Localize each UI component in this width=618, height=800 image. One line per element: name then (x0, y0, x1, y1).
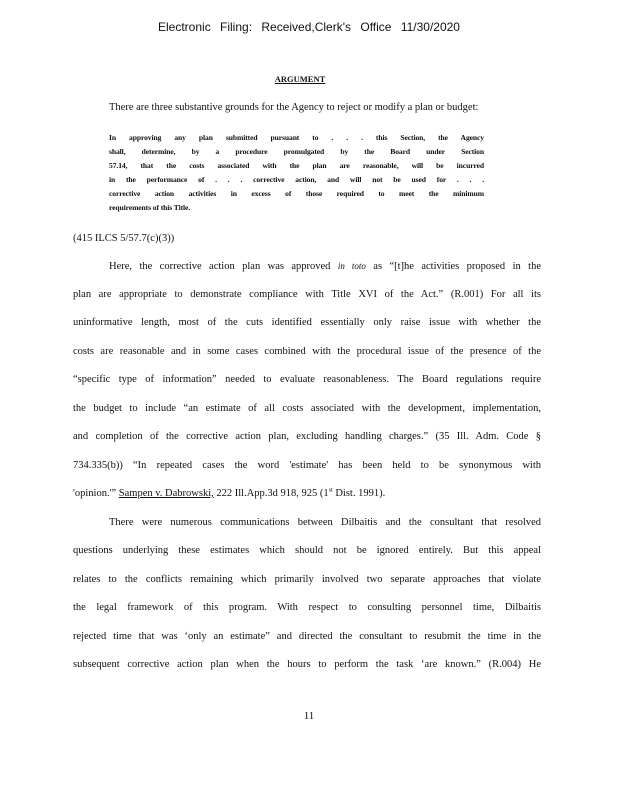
page-number: 11 (303, 710, 315, 722)
body-line: the legal framework of this program. With respect to consulting personnel time, Dilbaitis (73, 602, 541, 613)
body-line: 734.335(b)) “In repeated cases the word 'estimate' has been held to be synonymous with (73, 460, 541, 471)
block-quote-line: corrective action activities in excess of those required to meet the minimum (109, 189, 484, 198)
body-line (73, 487, 541, 501)
case-citation: Sampen v. Dabrowski, (118, 488, 214, 499)
body-line (109, 259, 541, 274)
body-line: “specific type of information” needed to evaluate reasonableness. The Board regulations require (73, 374, 541, 385)
block-quote-line: 57.14, that the costs associated with the plan are reasonable, will be incurred (109, 161, 484, 170)
body-line: and completion of the corrective action plan, excluding handling charges.” (35 Ill. Adm. Code § (73, 431, 541, 442)
body-text: as “[t]he activities proposed in the (365, 261, 541, 272)
statute-citation: (415 ILCS 5/57.7(c)(3)) (73, 233, 175, 244)
body-text: 'opinion.'” (73, 488, 119, 499)
section-heading (0, 74, 618, 84)
body-line: rejected time that was ‘only an estimate” and directed the consultant to resubmit the time in the (73, 631, 541, 642)
body-line: subsequent corrective action plan when the hours to perform the task ‘are known.” (R.004) He (73, 659, 541, 670)
block-quote-line: shall, determine, by a procedure promulgated by the Board under Section (109, 147, 484, 156)
body-line: relates to the conflicts remaining which primarily involved two separate approaches that violate (73, 574, 541, 585)
body-line: questions underlying these estimates which should not be ignored entirely. But this appeal (73, 545, 541, 556)
ordinal-superscript: st (328, 487, 333, 494)
body-line: costs are reasonable and in some cases combined with the procedural issue of the presence of the (73, 346, 541, 357)
intro-paragraph: There are three substantive grounds for the Agency to reject or modify a plan or budget: (109, 102, 479, 113)
body-text: 222 Ill.App.3d 918, 925 (1 (213, 488, 329, 499)
electronic-filing-header: Electronic Filing: Received,Clerk's Office 11/30/2020 (158, 20, 460, 34)
body-line: There were numerous communications between Dilbaitis and the consultant that resolved (109, 517, 541, 528)
heading-text: ARGUMENT (274, 74, 326, 84)
body-text: Dist. 1991). (332, 488, 386, 499)
italic-phrase: in toto (337, 261, 366, 271)
body-line: plan are appropriate to demonstrate compliance with Title XVI of the Act.” (R.001) For all its (73, 289, 541, 300)
block-quote-line: requirements of this Title. (109, 203, 191, 212)
block-quote-line: In approving any plan submitted pursuant to . . . this Section, the Agency (109, 133, 484, 142)
body-line: uninformative length, most of the cuts identified essentially only raise issue with whether the (73, 317, 541, 328)
body-text: Here, the corrective action plan was approved (109, 261, 338, 272)
block-quote-line: in the performance of . . . corrective action, and will not be used for . . . (109, 175, 484, 184)
body-line: the budget to include “an estimate of all costs associated with the development, implementation, (73, 403, 541, 414)
